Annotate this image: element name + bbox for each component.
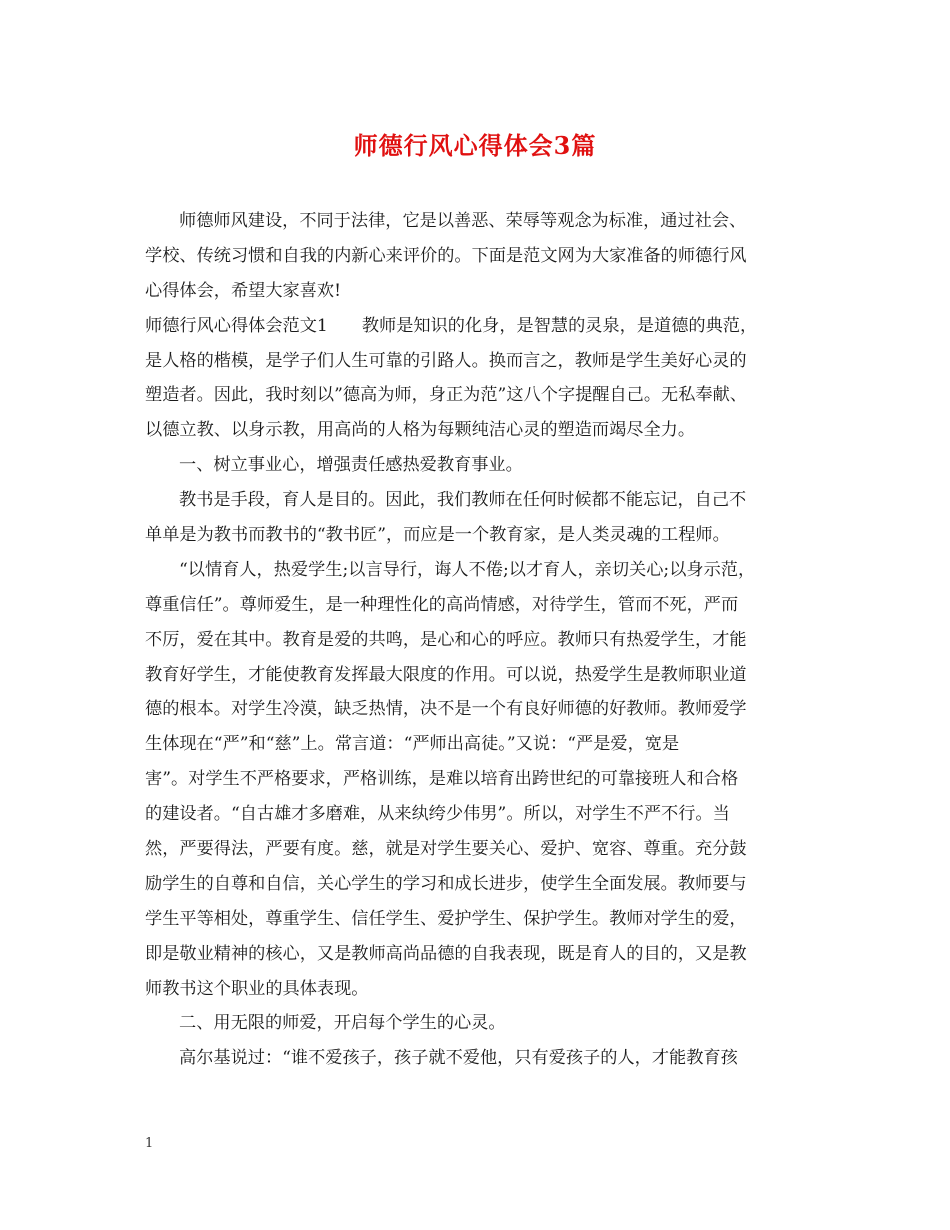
- paragraph-line: 高尔基说过：“谁不爱孩子，孩子就不爱他，只有爱孩子的人，才能教育孩: [179, 1048, 738, 1069]
- paragraph-line: 单单是为教书而教书的“教书匠”，而应是一个教育家，是人类灵魂的工程师。: [145, 525, 730, 546]
- section-heading: 二、用无限的师爱，开启每个学生的心灵。: [179, 1013, 506, 1034]
- page-number: 1: [145, 1136, 154, 1151]
- paragraph-line: 德的根本。对学生冷漠，缺乏热情，决不是一个有良好师德的好教师。教师爱学: [145, 699, 747, 720]
- paragraph-line: 学校、传统习惯和自我的内新心来评价的。下面是范文网为大家准备的师德行风: [145, 245, 747, 266]
- paragraph-line: 励学生的自尊和自信，关心学生的学习和成长进步，使学生全面发展。教师要与: [145, 873, 747, 894]
- paragraph-line: 以德立教、以身示教，用高尚的人格为每颗纯洁心灵的塑造而竭尽全力。: [145, 420, 696, 441]
- paragraph-line: 师教书这个职业的具体表现。: [145, 978, 369, 999]
- paragraph-line: 教书是手段，育人是目的。因此，我们教师在任何时候都不能忘记，自己不: [179, 490, 747, 511]
- paragraph-line: 塑造者。因此，我时刻以”德高为师，身正为范”这八个字提醒自己。无私奉献、: [145, 385, 747, 406]
- paragraph-line: 即是敬业精神的核心，又是教师高尚品德的自我表现，既是育人的目的，又是教: [145, 943, 747, 964]
- paragraph-line: 教育好学生，才能使教育发挥最大限度的作用。可以说，热爱学生是教师职业道: [145, 664, 747, 685]
- paragraph-line: “以情育人，热爱学生;以言导行，诲人不倦;以才育人，亲切关心;以身示范，: [179, 559, 756, 580]
- paragraph-line: 的建设者。“自古雄才多磨难，从来纨绔少伟男”。所以，对学生不严不行。当: [145, 804, 730, 825]
- paragraph-line: 心得体会，希望大家喜欢!: [145, 280, 341, 301]
- paragraph-line: [145, 309, 815, 344]
- paragraph-line: 学生平等相处，尊重学生、信任学生、爱护学生、保护学生。教师对学生的爱，: [145, 908, 747, 929]
- paragraph-line: 生体现在“严”和“慈”上。常言道：“严师出高徒。”又说：“严是爱，宽是: [145, 734, 680, 755]
- paragraph-line: 师德师风建设，不同于法律，它是以善恶、荣辱等观念为标准，通过社会、: [179, 211, 747, 231]
- paragraph-line: 尊重信任”。尊师爱生，是一种理性化的高尚情感，对待学生，管而不死，严而: [145, 594, 739, 615]
- paragraph-line: 不厉，爱在其中。教育是爱的共鸣，是心和心的呼应。教师只有热爱学生，才能: [145, 629, 747, 650]
- paragraph-line: 是人格的楷模，是学子们人生可靠的引路人。换而言之，教师是学生美好心灵的: [145, 350, 747, 371]
- document-title: 师德行风心得体会3篇: [353, 131, 597, 160]
- document-body: [145, 204, 815, 1076]
- section-heading: 师德行风心得体会范文1: [145, 315, 328, 336]
- paragraph-line: 害”。对学生不严格要求，严格训练，是难以培育出跨世纪的可靠接班人和合格: [145, 769, 739, 790]
- paragraph-text: 教师是知识的化身，是智慧的灵泉，是道德的典范，: [361, 315, 758, 336]
- paragraph-line: 然，严要得法，严要有度。慈，就是对学生要关心、爱护、宽容、尊重。充分鼓: [145, 839, 747, 860]
- section-heading: 一、树立事业心，增强责任感热爱教育事业。: [179, 455, 523, 476]
